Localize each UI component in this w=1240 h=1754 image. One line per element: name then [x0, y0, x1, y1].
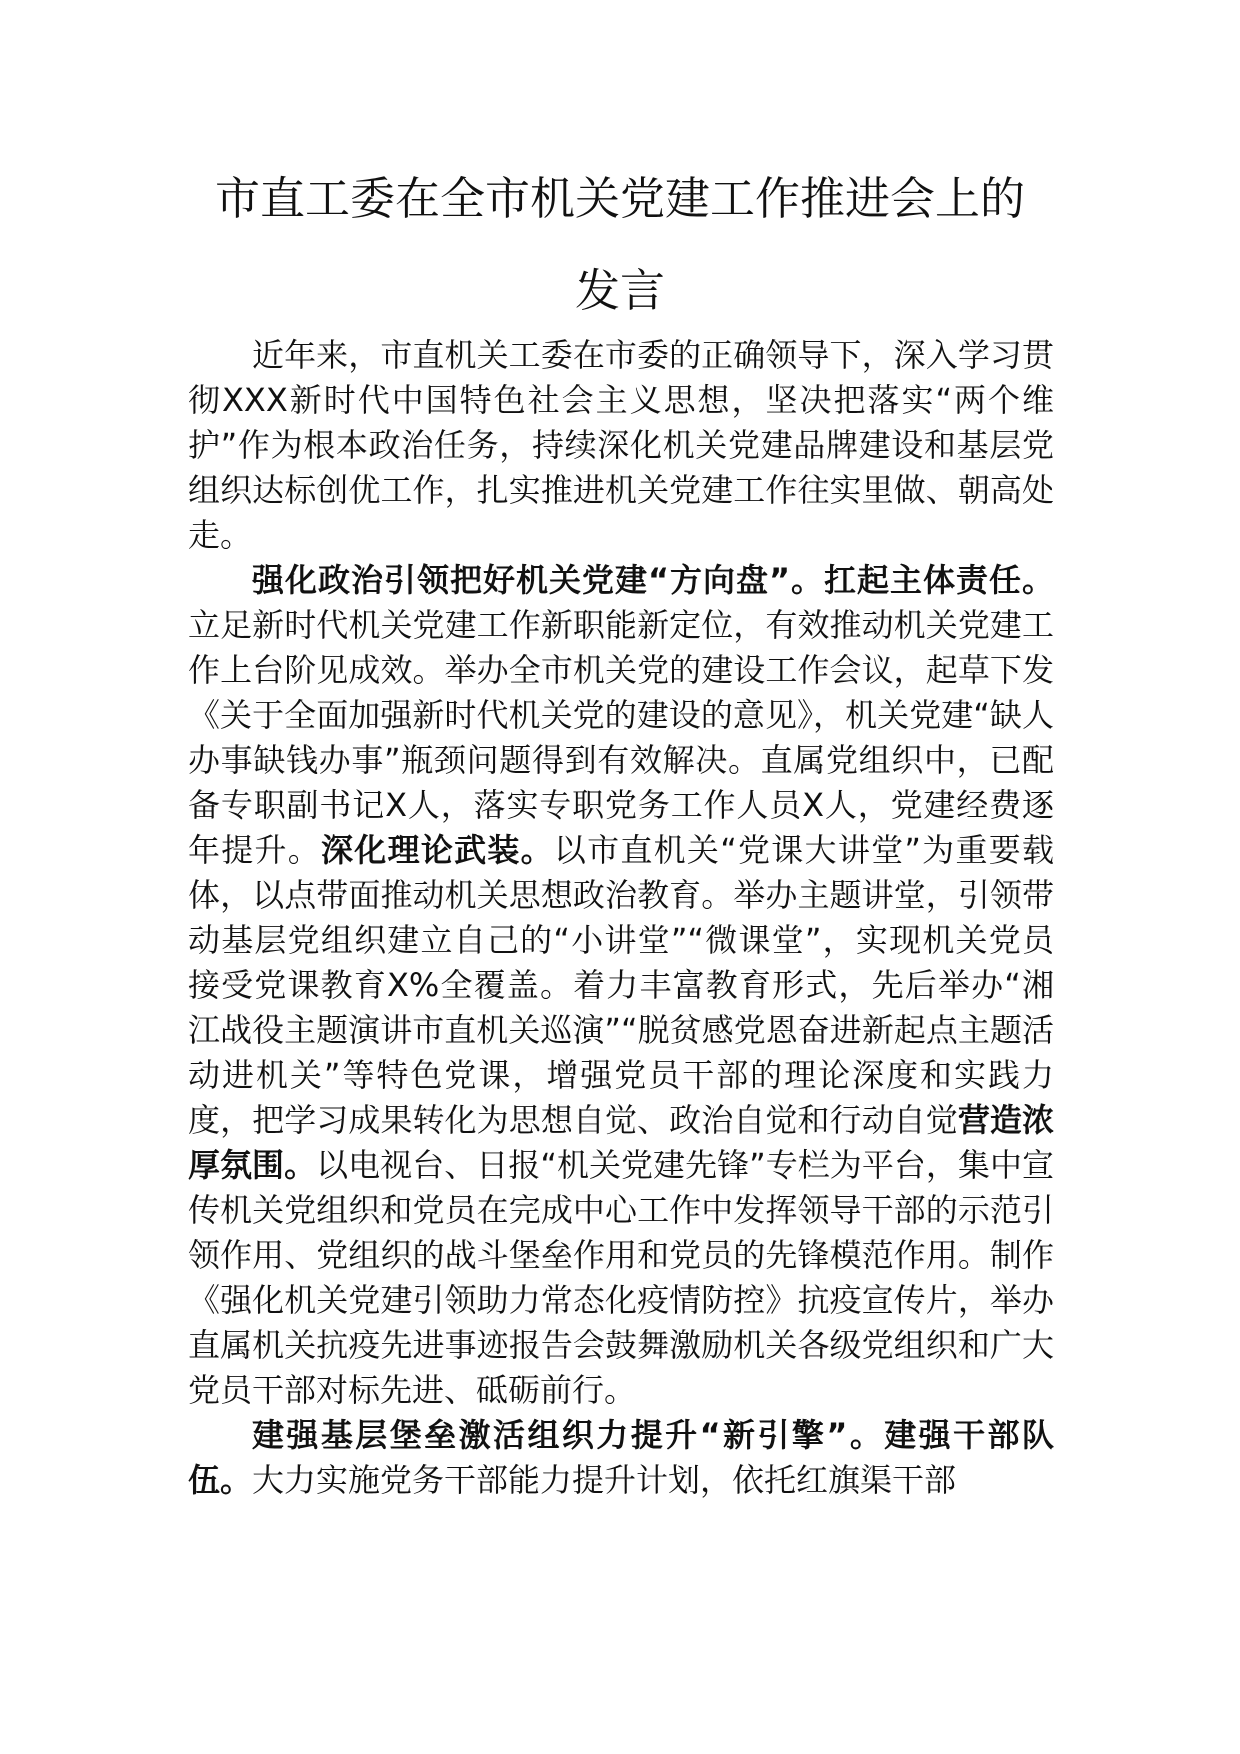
section1-sub1-text: 立足新时代机关党建工作新职能新定位，有效推动机关党建工作上台阶见成效。举办全市机关党的建设工作会议，起草下发《关于全面加强新时代机关党的建设的意见》，机关党建“缺人办事缺钱办事”瓶颈问题得到有效解决。直属党组织中，已配备专职副书记X人，落实专职党务工作人员X人，党建经费逐年提升。 — [188, 606, 1054, 869]
section1-sub2-text: 以市直机关“党课大讲堂”为重要载体，以点带面推动机关思想政治教育。举办主题讲堂，引领带动基层党组织建立自己的“小讲堂”“微课堂”，实现机关党员接受党课教育X%全覆盖。着力丰富教育形式，先后举办“湘江战役主题演讲市直机关巡演”“脱贫感党恩奋进新起点主题活动进机关”等特色党课，增强党员干部的理论深度和实践力度，把学习成果转化为思想自觉、政治自觉和行动自觉 — [188, 831, 1054, 1139]
intro-paragraph: 近年来，市直机关工委在市委的正确领导下，深入学习贯彻XXX新时代中国特色社会主义思想，坚决把落实“两个维护”作为根本政治任务，持续深化机关党建品牌建设和基层党组织达标创优工作，扎实推进机关党建工作往实里做、朝高处走。 — [188, 336, 1054, 554]
document-title-line1: 市直工委在全市机关党建工作推进会上的 — [214, 172, 1025, 225]
section1-heading: 强化政治引领把好机关党建“方向盘”。 — [252, 561, 824, 599]
section2-paragraph — [188, 1413, 1054, 1503]
section1-sub3-text: 以电视台、日报“机关党建先锋”专栏为平台，集中宣传机关党组织和党员在完成中心工作中发挥领导干部的示范引领作用、党组织的战斗堡垒作用和党员的先锋模范作用。制作《强化机关党建引领助力常态化疫情防控》抗疫宣传片，举办直属机关抗疫先进事迹报告会鼓舞激励机关各级党组织和广大党员干部对标先进、砥砺前行。 — [188, 1146, 1054, 1409]
section1-paragraph — [188, 558, 1054, 1413]
section1-sub3-title: 营造浓厚氛围。 — [188, 1101, 1054, 1184]
section2-sub1-title: 建强干部队伍。 — [188, 1416, 1054, 1499]
section2-sub1-text: 大力实施党务干部能力提升计划，依托红旗渠干部 — [252, 1461, 957, 1499]
document-body — [188, 333, 1054, 1503]
document-title-line2: 发言 — [574, 264, 665, 317]
section1-sub2-title: 深化理论武装。 — [321, 831, 554, 869]
section1-sub1-title: 扛起主体责任。 — [824, 561, 1054, 599]
section2-heading: 建强基层堡垒激活组织力提升“新引擎”。 — [252, 1416, 885, 1454]
